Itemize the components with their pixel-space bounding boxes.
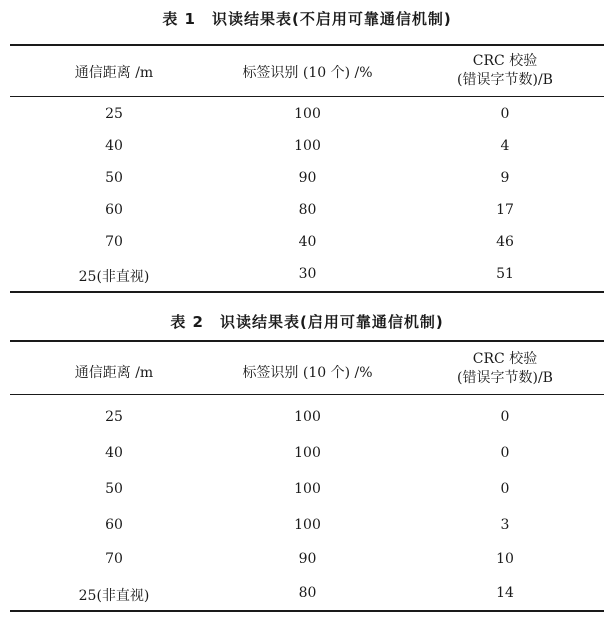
table-1-header-crc (410, 52, 600, 90)
table-2-header-distance: 通信距离 /m (74, 365, 154, 381)
table-2-cell-distance: 25(非直视) (78, 588, 150, 604)
table-2-top-rule (10, 340, 604, 342)
table-2-header-crc-line2: (错误字节数)/B (457, 370, 553, 386)
table-2-cell-distance: 25 (105, 409, 123, 425)
table-2-cell-recognition: 80 (298, 585, 317, 601)
table-2-header-crc-line1: CRC 校验 (472, 351, 538, 367)
table-1-cell-distance: 50 (105, 170, 123, 186)
table-2-cell-crc: 10 (496, 551, 514, 567)
table-1-bottom-rule (10, 291, 604, 293)
table-1-cell-recognition: 30 (298, 266, 317, 282)
table-2-bottom-rule (10, 610, 604, 612)
table-1-header-recognition: 标签识别 (10 个) /% (242, 65, 373, 81)
table-1-cell-crc: 4 (500, 138, 510, 154)
table-2-cell-crc: 0 (500, 409, 510, 425)
table-2-header-recognition: 标签识别 (10 个) /% (242, 365, 373, 381)
table-2-cell-distance: 40 (105, 445, 123, 461)
table-2-cell-recognition: 100 (294, 481, 321, 497)
table-2-cell-distance: 70 (105, 551, 123, 567)
table-1-cell-recognition: 80 (298, 202, 317, 218)
table-1-cell-distance: 25(非直视) (78, 269, 150, 285)
table-1-cell-crc: 0 (500, 106, 510, 122)
table-1-cell-distance: 25 (105, 106, 123, 122)
table-1-cell-recognition: 100 (294, 106, 321, 122)
table-1-caption: 表 1 识读结果表(不启用可靠通信机制) (162, 10, 452, 28)
table-2-cell-distance: 60 (105, 517, 123, 533)
table-1-cell-crc: 9 (500, 170, 510, 186)
table-1-cell-distance: 60 (105, 202, 123, 218)
table-1-cell-crc: 51 (496, 266, 514, 282)
table-1-cell-crc: 46 (496, 234, 514, 250)
table-1-header-rule (10, 96, 604, 97)
table-2-cell-recognition: 100 (294, 517, 321, 533)
table-1-header-distance: 通信距离 /m (74, 65, 154, 81)
table-1-header-crc-line2: (错误字节数)/B (457, 72, 553, 88)
table-1-top-rule (10, 44, 604, 46)
table-1-cell-recognition: 40 (298, 234, 317, 250)
table-1-cell-recognition: 100 (294, 138, 321, 154)
table-2-header-rule (10, 394, 604, 395)
table-2-cell-distance: 50 (105, 481, 123, 497)
table-2-header-crc (410, 350, 600, 388)
table-2-cell-recognition: 100 (294, 445, 321, 461)
table-2-cell-crc: 0 (500, 481, 510, 497)
table-2-cell-recognition: 100 (294, 409, 321, 425)
table-1-cell-recognition: 90 (298, 170, 317, 186)
table-2-cell-crc: 14 (496, 585, 514, 601)
table-1-header-crc-line1: CRC 校验 (472, 53, 538, 69)
table-2-cell-crc: 3 (500, 517, 510, 533)
table-1-cell-distance: 40 (105, 138, 123, 154)
table-1-cell-distance: 70 (105, 234, 123, 250)
table-2-caption: 表 2 识读结果表(启用可靠通信机制) (170, 313, 444, 331)
table-2-cell-recognition: 90 (298, 551, 317, 567)
table-2-cell-crc: 0 (500, 445, 510, 461)
table-1-cell-crc: 17 (496, 202, 514, 218)
